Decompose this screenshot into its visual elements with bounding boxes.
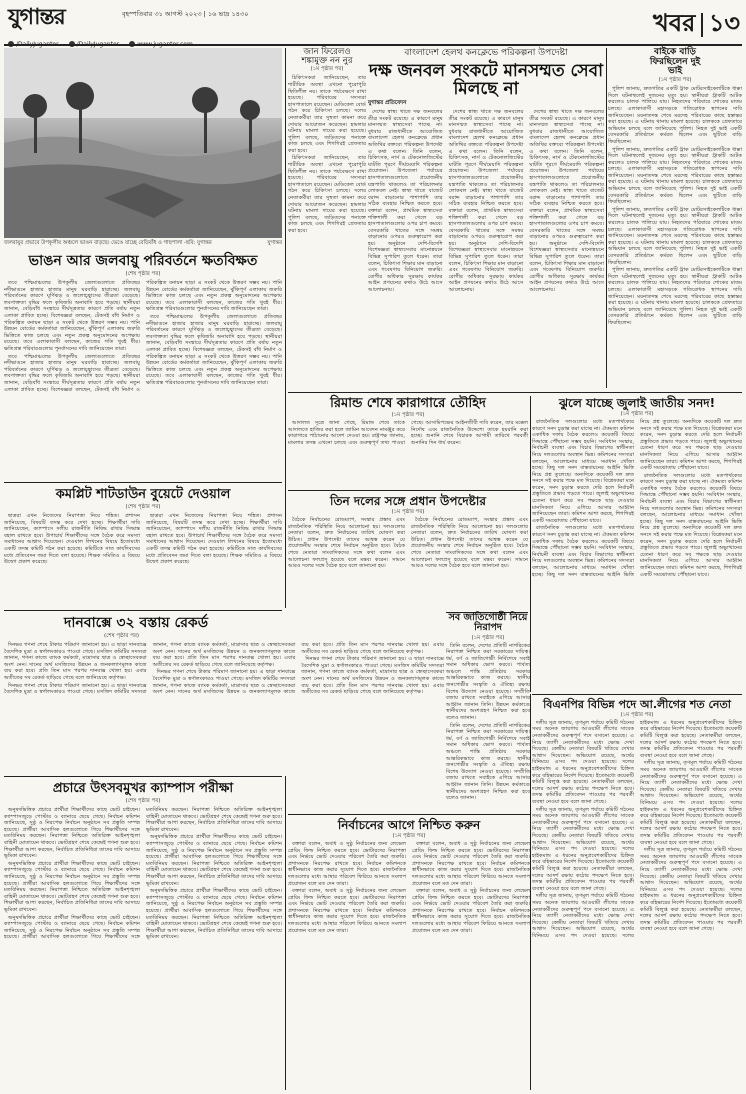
divider bbox=[532, 694, 742, 695]
body-paragraph: অনুষদভিত্তিক প্রচারে প্রার্থীরা শিক্ষার্থীদের কাছে ভোট চাইছেন। ক্যাম্পাসজুড়ে পোস্টার ও ব্যানারে ছেয়ে গেছে। নির্বাচন কমিশন জানিয়েছে, সুষ্ঠু ও নিরপেক্ষ নির্বাচন অনুষ্ঠানে সব প্রস্তুতি সম্পন্ন হয়েছে। প্রার্থীরা আবাসিক হলগুলোতে গিয়ে শিক্ষার্থীদের সঙ্গে মতবিনিময় করছেন। নিরাপত্তা নিশ্চিতে অতিরিক্ত আইনশৃঙ্খলা বাহিনী মোতায়েন থাকবে। ভোটগ্রহণ শেষে কেন্দ্রেই গণনা শুরু হবে। শিক্ষার্থীরা আশা করছেন, নির্বাচিত প্রতিনিধিরা তাদের দাবি আদায়ে ভূমিকা রাখবেন। bbox=[4, 807, 140, 860]
headline: দক্ষ জনবল সংকটে মানসম্মত সেবা মিলছে না bbox=[368, 61, 604, 100]
divider bbox=[4, 776, 282, 777]
headline: তিন দলের সঙ্গে প্রধান উপদেষ্টার bbox=[330, 494, 486, 508]
body-paragraph-3: বক্তারা বলেন, অবাধ ও সুষ্ঠু নির্বাচনের জন্য লেভেল প্লেয়িং ফিল্ড নিশ্চিত করতে হবে। ভোটারদের নিরাপত্তা এবং নির্ভয়ে ভোট দেওয়ার পরিবেশ তৈরি করা জরুরি। প্রশাসনকে নিরপেক্ষ রাখতে হবে। নির্বাচন কমিশনকে স্বাধীনভাবে কাজ করার সুযোগ দিতে হবে। রাজনৈতিক দলগুলোর মধ্যে আস্থার পরিবেশ ফিরিয়ে আনতে সংলাপ প্রয়োজন বলে মত দেন তারা। bbox=[412, 840, 530, 887]
column-rule bbox=[606, 48, 607, 388]
page-number: ১৩ bbox=[708, 9, 740, 37]
body-paragraph-2: বক্তারা বলেন, অবাধ ও সুষ্ঠু নির্বাচনের জন্য লেভেল প্লেয়িং ফিল্ড নিশ্চিত করতে হবে। ভোটারদের নিরাপত্তা এবং নির্ভয়ে ভোট দেওয়ার পরিবেশ তৈরি করা জরুরি। প্রশাসনকে নিরপেক্ষ রাখতে হবে। নির্বাচন কমিশনকে স্বাধীনভাবে কাজ করার সুযোগ দিতে হবে। রাজনৈতিক দলগুলোর মধ্যে আস্থার পরিবেশ ফিরিয়ে আনতে সংলাপ প্রয়োজন বলে মত দেন তারা। bbox=[288, 888, 406, 934]
article-bike bbox=[608, 48, 742, 388]
caption-text: জলবায়ুর প্রভাবে উপকূলীয় অঞ্চলে ভাঙন বাড়ছে। ভেঙে যাচ্ছে বেড়িবাঁধ ও গাছপালা -ছবি: যুগান্তর bbox=[4, 240, 212, 246]
body-paragraph-4: দলীয় সূত্র জানায়, তৃণমূল পর্যায়ে কমিটি গঠনের সময় অনেক জায়গায় আওয়ামী লীগের সাবেক নেতাকর্মীদের গুরুত্বপূর্ণ পদে বসানো হয়েছে। এ নিয়ে ত্যাগী নেতাকর্মীদের মধ্যে ক্ষোভ দেখা দিয়েছে। কেন্দ্রীয় নেতারা বিষয়টি খতিয়ে দেখার আশ্বাস দিয়েছেন। অভিযোগ রয়েছে, অর্থের বিনিময়ে এসব পদ দেওয়া হয়েছে। দলের হাইকমান্ড এ ধরনের অনুপ্রবেশকারীদের চিহ্নিত করে বহিষ্কারের নির্দেশ দিয়েছে। ইতোমধ্যে কয়েকটি কমিটি বিলুপ্ত করা হয়েছে। নেতাকর্মীরা বলছেন, দলের আদর্শ রক্ষায় কঠোর পদক্ষেপ নিতে হবে। তদন্ত কমিটির প্রতিবেদন পাওয়ার পর পরবর্তী ব্যবস্থা নেওয়া হবে বলে জানা গেছে। bbox=[640, 760, 742, 846]
body-paragraph-2: দিনভর গণনা শেষে টাকার পরিমাণ জানানো হয়। এ ছাড়া দানবাক্সে বৈদেশিক মুদ্রা ও স্বর্ণালংকারও পাওয়া গেছে। মসজিদ কমিটির সদস্যরা জানান, গণনা কাজে ব্যাংক কর্মকর্তা, মাদ্রাসার ছাত্র ও স্বেচ্ছাসেবকরা অংশ নেন। দানের অর্থ মসজিদের উন্নয়ন ও জনকল্যাণমূলক কাজে ব্যয় করা হবে। প্রতি তিন মাস পরপর দানবাক্স খোলা হয়। এবার অতীতের সব রেকর্ড ছাড়িয়ে গেছে বলে জানিয়েছে কর্তৃপক্ষ। bbox=[4, 642, 296, 696]
continued-label: (শেষ পৃষ্ঠার পর) bbox=[125, 798, 161, 805]
continued-label: (শেষ পৃষ্ঠার পর) bbox=[125, 271, 161, 278]
headline-line-1: জান ফিরেলও bbox=[303, 47, 351, 57]
continued-label: (১ম পৃষ্ঠার পর) bbox=[391, 508, 425, 515]
photo-caption bbox=[4, 240, 282, 248]
body-paragraph-3: তবে পশ্চিমাঞ্চলের উপকূলীয় জেলাগুলোতে প্রতিবছর নদীভাঙনে হাজার হাজার মানুষ ঘরবাড়ি হারাচ্ছে। জলবায়ু পরিবর্তনের কারণে ঘূর্ণিঝড় ও জলোচ্ছ্বাসের তীব্রতা বেড়েছে। লবণাক্ততা বৃদ্ধির ফলে কৃষিজমি অনাবাদি হয়ে পড়ছে। স্থানীয়রা জানান, বেড়িবাঁধ সংস্কারে দীর্ঘসূত্রতার কারণে প্রতি বর্ষায় নতুন এলাকা প্লাবিত হচ্ছে। বিশেষজ্ঞরা বলছেন, টেকসই বাঁধ নির্মাণ ও পরিকল্পিত বনায়ন ছাড়া এ সংকট থেকে উত্তরণ সম্ভব নয়। পানি উন্নয়ন বোর্ডের কর্মকর্তারা জানিয়েছেন, ঝুঁকিপূর্ণ এলাকায় জরুরি ভিত্তিতে কাজ চলছে এবং নতুন প্রকল্প অনুমোদনের অপেক্ষায় রয়েছে। তবে এলাকাবাসী বলছেন, কাজের গতি খুবই ধীর। ক্ষতিগ্রস্ত পরিবারগুলোর পুনর্বাসনের দাবি জানিয়েছেন তারা। bbox=[146, 314, 282, 387]
section-label bbox=[644, 10, 740, 40]
divider bbox=[288, 490, 528, 491]
headline: প্রচারে উৎসবমুখর ক্যাম্পাস পরীক্ষা bbox=[52, 781, 234, 796]
column-rule bbox=[285, 48, 286, 608]
article-body bbox=[288, 517, 528, 607]
continued-label: (১ম পৃষ্ঠার পর) bbox=[620, 410, 654, 417]
body-paragraph-5: অনুষদভিত্তিক প্রচারে প্রার্থীরা শিক্ষার্থীদের কাছে ভোট চাইছেন। ক্যাম্পাসজুড়ে পোস্টার ও ব্যানারে ছেয়ে গেছে। নির্বাচন কমিশন জানিয়েছে, সুষ্ঠু ও নিরপেক্ষ নির্বাচন অনুষ্ঠানে সব প্রস্তুতি সম্পন্ন হয়েছে। প্রার্থীরা আবাসিক হলগুলোতে গিয়ে শিক্ষার্থীদের সঙ্গে মতবিনিময় করছেন। নিরাপত্তা নিশ্চিতে অতিরিক্ত আইনশৃঙ্খলা বাহিনী মোতায়েন থাকবে। ভোটগ্রহণ শেষে কেন্দ্রেই গণনা শুরু হবে। শিক্ষার্থীরা আশা করছেন, নির্বাচিত প্রতিনিধিরা তাদের দাবি আদায়ে ভূমিকা রাখবেন। bbox=[146, 888, 282, 941]
body-paragraph: দিনভর গণনা শেষে টাকার পরিমাণ জানানো হয়। এ ছাড়া দানবাক্সে বৈদেশিক মুদ্রা ও স্বর্ণালংকারও পাওয়া গেছে। মসজিদ কমিটির সদস্যরা জানান, গণনা কাজে ব্যাংক কর্মকর্তা, মাদ্রাসার ছাত্র ও স্বেচ্ছাসেবকরা অংশ নেন। দানের অর্থ মসজিদের উন্নয়ন ও জনকল্যাণমূলক কাজে ব্যয় করা হবে। প্রতি তিন মাস পরপর দানবাক্স খোলা হয়। এবার অতীতের সব রেকর্ড ছাড়িয়ে গেছে বলে জানিয়েছে কর্তৃপক্ষ। bbox=[4, 642, 147, 682]
kicker: বাংলাদেশ হেলথ কনক্লেভে পরিকল্পনা উপদেষ্টা bbox=[404, 48, 568, 58]
article-body bbox=[532, 720, 742, 1080]
article-body bbox=[4, 513, 282, 607]
column-rule bbox=[285, 776, 286, 1090]
body-paragraph-3: দলীয় সূত্র জানায়, তৃণমূল পর্যায়ে কমিটি গঠনের সময় অনেক জায়গায় আওয়ামী লীগের সাবেক নেতাকর্মীদের গুরুত্বপূর্ণ পদে বসানো হয়েছে। এ নিয়ে ত্যাগী নেতাকর্মীদের মধ্যে ক্ষোভ দেখা দিয়েছে। কেন্দ্রীয় নেতারা বিষয়টি খতিয়ে দেখার আশ্বাস দিয়েছেন। অভিযোগ রয়েছে, অর্থের বিনিময়ে এসব পদ দেওয়া হয়েছে। দলের হাইকমান্ড এ ধরনের অনুপ্রবেশকারীদের চিহ্নিত করে বহিষ্কারের নির্দেশ দিয়েছে। ইতোমধ্যে কয়েকটি কমিটি বিলুপ্ত করা হয়েছে। নেতাকর্মীরা বলছেন, দলের আদর্শ রক্ষায় কঠোর পদক্ষেপ নিতে হবে। তদন্ত কমিটির প্রতিবেদন পাওয়ার পর পরবর্তী ব্যবস্থা নেওয়া হবে বলে জানা গেছে। bbox=[532, 719, 742, 939]
headline: কমপ্লিট শাটডাউন বুয়েটে দেওয়াল bbox=[55, 487, 231, 502]
divider bbox=[4, 610, 282, 611]
date-text: বৃহস্পতিবার ৩১ আগস্ট ২০২৩ bbox=[122, 10, 202, 18]
body-paragraph-4: দিনভর গণনা শেষে টাকার পরিমাণ জানানো হয়। এ ছাড়া দানবাক্সে বৈদেশিক মুদ্রা ও স্বর্ণালংকারও পাওয়া গেছে। মসজিদ কমিটির সদস্যরা জানান, গণনা কাজে ব্যাংক কর্মকর্তা, মাদ্রাসার ছাত্র ও স্বেচ্ছাসেবকরা অংশ নেন। দানের অর্থ মসজিদের উন্নয়ন ও জনকল্যাণমূলক কাজে ব্যয় করা হবে। প্রতি তিন মাস পরপর দানবাক্স খোলা হয়। এবার অতীতের সব রেকর্ড ছাড়িয়ে গেছে বলে জানিয়েছে কর্তৃপক্ষ। bbox=[301, 656, 444, 696]
headline-line-3: ভাই bbox=[668, 66, 682, 77]
body-paragraph-2: ছাত্ররা এখন নিজেদের নিরাপত্তা নিয়ে শঙ্কিত। প্রশাসন জানিয়েছে, বিষয়টি তদন্ত করে দেখা হচ্ছে। শিক্ষার্থীরা দাবি জানিয়েছেন, ক্যাম্পাসে দলীয় রাজনীতি নিষিদ্ধ রাখার সিদ্ধান্ত বহাল রাখতে হবে। উপাচার্য শিক্ষার্থীদের সঙ্গে বৈঠক করে সমস্যা সমাধানের আশ্বাস দিয়েছেন। দেওয়াল লিখনের বিষয়ে ইতোমধ্যে একটি তদন্ত কমিটি গঠন করা হয়েছে। কমিটিকে সাত কার্যদিবসের মধ্যে প্রতিবেদন জমা দিতে বলা হয়েছে। শিক্ষক সমিতিও এ বিষয়ে উদ্বেগ প্রকাশ করেছে। bbox=[146, 513, 282, 566]
article-body bbox=[288, 420, 528, 486]
article-remand bbox=[288, 396, 528, 488]
continued-label: (১ম পৃষ্ঠার পর) bbox=[310, 66, 344, 73]
masthead bbox=[4, 4, 742, 44]
article-health-body bbox=[288, 100, 604, 390]
continued-label: (১ম পৃষ্ঠার পর) bbox=[392, 832, 426, 839]
continued-label: (শেষ পৃষ্ঠার পর) bbox=[125, 504, 161, 511]
article-shutdown bbox=[4, 486, 282, 608]
continued-label: (১ম পৃষ্ঠার পর) bbox=[620, 711, 654, 718]
body-paragraph-3: পুলিশ জানায়, দ্রুতগতির একটি ট্রাক মোটরসাইকেলটিকে ধাক্কা দিলে ঘটনাস্থলেই দুজনের মৃত্যু হয়। স্থানীয়রা ট্রাকটি আটক করলেও চালক পালিয়ে যায়। নিহতদের পরিবারে শোকের মাতম চলছে। এলাকাবাসী মহাসড়কে গতিরোধক স্থাপনের দাবি জানিয়েছেন। ময়নাতদন্ত শেষে মরদেহ পরিবারের কাছে হস্তান্তর করা হয়েছে। এ ঘটনায় থানায় মামলা হয়েছে। চালককে গ্রেফতারে অভিযান চলছে বলে জানিয়েছে পুলিশ। নিহত দুই ভাই একটি বেসরকারি প্রতিষ্ঠানে কর্মরত ছিলেন এবং ছুটিতে বাড়ি ফিরছিলেন। bbox=[608, 206, 742, 266]
article-election bbox=[288, 818, 530, 1090]
social-links bbox=[8, 32, 308, 42]
masthead-rule bbox=[4, 44, 742, 46]
article-body bbox=[368, 109, 604, 387]
continued-label: (১ম পৃষ্ঠার পর) bbox=[391, 412, 425, 419]
article-erosion bbox=[4, 252, 282, 480]
headline: রিমান্ড শেষে কারাগারে তৌহিদ bbox=[330, 396, 486, 411]
article-body bbox=[4, 280, 282, 476]
column-rule bbox=[530, 694, 531, 1090]
body-paragraph: পুলিশ জানায়, দ্রুতগতির একটি ট্রাক মোটরসাইকেলটিকে ধাক্কা দিলে ঘটনাস্থলেই দুজনের মৃত্যু হয়। স্থানীয়রা ট্রাকটি আটক করলেও চালক পালিয়ে যায়। নিহতদের পরিবারে শোকের মাতম চলছে। এলাকাবাসী মহাসড়কে গতিরোধক স্থাপনের দাবি জানিয়েছেন। ময়নাতদন্ত শেষে মরদেহ পরিবারের কাছে হস্তান্তর করা হয়েছে। এ ঘটনায় থানায় মামলা হয়েছে। চালককে গ্রেফতারে অভিযান চলছে বলে জানিয়েছে পুলিশ। নিহত দুই ভাই একটি বেসরকারি প্রতিষ্ঠানে কর্মরত ছিলেন এবং ছুটিতে বাড়ি ফিরছিলেন। bbox=[608, 86, 742, 145]
article-july bbox=[532, 396, 742, 692]
section-title: খবর bbox=[652, 9, 696, 37]
body-paragraph-2: দলীয় সূত্র জানায়, তৃণমূল পর্যায়ে কমিটি গঠনের সময় অনেক জায়গায় আওয়ামী লীগের সাবেক নেতাকর্মীদের গুরুত্বপূর্ণ পদে বসানো হয়েছে। এ নিয়ে ত্যাগী নেতাকর্মীদের মধ্যে ক্ষোভ দেখা দিয়েছে। কেন্দ্রীয় নেতারা বিষয়টি খতিয়ে দেখার আশ্বাস দিয়েছেন। অভিযোগ রয়েছে, অর্থের বিনিময়ে এসব পদ দেওয়া হয়েছে। দলের হাইকমান্ড এ ধরনের অনুপ্রবেশকারীদের চিহ্নিত করে বহিষ্কারের নির্দেশ দিয়েছে। ইতোমধ্যে কয়েকটি কমিটি বিলুপ্ত করা হয়েছে। নেতাকর্মীরা বলছেন, দলের আদর্শ রক্ষায় কঠোর পদক্ষেপ নিতে হবে। তদন্ত কমিটির প্রতিবেদন পাওয়ার পর পরবর্তী ব্যবস্থা নেওয়া হবে বলে জানা গেছে। bbox=[532, 806, 634, 892]
body-paragraph-3: দিনভর গণনা শেষে টাকার পরিমাণ জানানো হয়। এ ছাড়া দানবাক্সে বৈদেশিক মুদ্রা ও স্বর্ণালংকারও পাওয়া গেছে। মসজিদ কমিটির সদস্যরা জানান, গণনা কাজে ব্যাংক কর্মকর্তা, মাদ্রাসার ছাত্র ও স্বেচ্ছাসেবকরা অংশ নেন। দানের অর্থ মসজিদের উন্নয়ন ও জনকল্যাণমূলক কাজে ব্যয় করা হবে। প্রতি তিন মাস পরপর দানবাক্স খোলা হয়। এবার অতীতের সব রেকর্ড ছাড়িয়ে গেছে বলে জানিয়েছে কর্তৃপক্ষ। bbox=[152, 642, 444, 696]
article-campus bbox=[4, 780, 282, 1090]
byline: যুগান্তর প্রতিবেদন bbox=[368, 100, 407, 106]
headline: নির্বাচনের আগে নিশ্চিত করুন bbox=[337, 818, 481, 832]
body-paragraph-4: বক্তারা বলেন, অবাধ ও সুষ্ঠু নির্বাচনের জন্য লেভেল প্লেয়িং ফিল্ড নিশ্চিত করতে হবে। ভোটারদের নিরাপত্তা এবং নির্ভয়ে ভোট দেওয়ার পরিবেশ তৈরি করা জরুরি। প্রশাসনকে নিরপেক্ষ রাখতে হবে। নির্বাচন কমিশনকে স্বাধীনভাবে কাজ করার সুযোগ দিতে হবে। রাজনৈতিক দলগুলোর মধ্যে আস্থার পরিবেশ ফিরিয়ে আনতে সংলাপ প্রয়োজন বলে মত দেন তারা। bbox=[412, 888, 530, 934]
body-paragraph-2: পুলিশ জানায়, দ্রুতগতির একটি ট্রাক মোটরসাইকেলটিকে ধাক্কা দিলে ঘটনাস্থলেই দুজনের মৃত্যু হয়। স্থানীয়রা ট্রাকটি আটক করলেও চালক পালিয়ে যায়। নিহতদের পরিবারে শোকের মাতম চলছে। এলাকাবাসী মহাসড়কে গতিরোধক স্থাপনের দাবি জানিয়েছেন। ময়নাতদন্ত শেষে মরদেহ পরিবারের কাছে হস্তান্তর করা হয়েছে। এ ঘটনায় থানায় মামলা হয়েছে। চালককে গ্রেফতারে অভিযান চলছে বলে জানিয়েছে পুলিশ। নিহত দুই ভাই একটি বেসরকারি প্রতিষ্ঠানে কর্মরত ছিলেন এবং ছুটিতে বাড়ি ফিরছিলেন। bbox=[608, 146, 742, 206]
body-paragraph: চিকিৎসকরা জানিয়েছেন, তার শারীরিক অবস্থা এখনো পুরোপুরি স্থিতিশীল নয়। তাকে পর্যবেক্ষণে রাখা হয়েছে। পরিবারের সদস্যরা হাসপাতালে রয়েছেন। মেডিকেল বোর্ড গঠন করে চিকিৎসা চলছে। দলের নেতাকর্মীরা তার সুস্থতা কামনা করে দোয়ার আয়োজন করেছেন। হামলার ঘটনায় মামলা দায়ের করা হয়েছে। পুলিশ বলছে, জড়িতদের শনাক্তে কাজ চলছে এবং শিগগিরই গ্রেফতার করা হবে। bbox=[288, 75, 366, 154]
continued-label: (১ম পৃষ্ঠার পর) bbox=[658, 77, 692, 84]
divider bbox=[288, 392, 742, 393]
headline-line-1: বাইকে বাড়ি bbox=[654, 47, 696, 57]
body-paragraph: ছাত্ররা এখন নিজেদের নিরাপত্তা নিয়ে শঙ্কিত। প্রশাসন জানিয়েছে, বিষয়টি তদন্ত করে দেখা হচ্ছে। শিক্ষার্থীরা দাবি জানিয়েছেন, ক্যাম্পাসে দলীয় রাজনীতি নিষিদ্ধ রাখার সিদ্ধান্ত বহাল রাখতে হবে। উপাচার্য শিক্ষার্থীদের সঙ্গে বৈঠক করে সমস্যা সমাধানের আশ্বাস দিয়েছেন। দেওয়াল লিখনের বিষয়ে ইতোমধ্যে একটি তদন্ত কমিটি গঠন করা হয়েছে। কমিটিকে সাত কার্যদিবসের মধ্যে প্রতিবেদন জমা দিতে বলা হয়েছে। শিক্ষক সমিতিও এ বিষয়ে উদ্বেগ প্রকাশ করেছে। bbox=[4, 513, 140, 566]
erosion-photo bbox=[4, 48, 282, 238]
headline: দানবাক্সে ৩২ বস্তায় রেকর্ড bbox=[64, 615, 209, 631]
body-paragraph-2: অনুষদভিত্তিক প্রচারে প্রার্থীরা শিক্ষার্থীদের কাছে ভোট চাইছেন। ক্যাম্পাসজুড়ে পোস্টার ও ব্যানারে ছেয়ে গেছে। নির্বাচন কমিশন জানিয়েছে, সুষ্ঠু ও নিরপেক্ষ নির্বাচন অনুষ্ঠানে সব প্রস্তুতি সম্পন্ন হয়েছে। প্রার্থীরা আবাসিক হলগুলোতে গিয়ে শিক্ষার্থীদের সঙ্গে মতবিনিময় করছেন। নিরাপত্তা নিশ্চিতে অতিরিক্ত আইনশৃঙ্খলা বাহিনী মোতায়েন থাকবে। ভোটগ্রহণ শেষে কেন্দ্রেই গণনা শুরু হবে। শিক্ষার্থীরা আশা করছেন, নির্বাচিত প্রতিনিধিরা তাদের দাবি আদায়ে ভূমিকা রাখবেন। bbox=[4, 860, 140, 913]
date-line: বৃহস্পতিবার ৩১ আগস্ট ২০২৩ | ১৬ ভাদ্র ১৪৩০ bbox=[122, 10, 249, 18]
divider bbox=[288, 814, 530, 815]
body-paragraph-2: তিনি বলেন, দেশের প্রতিটি নাগরিকের নিরাপত্তা নিশ্চিত করা সরকারের দায়িত্ব। ধর্ম, বর্ণ ও জাতিগোষ্ঠী নির্বিশেষে সবাই সমান অধিকার ভোগ করবে। পার্বত্য অঞ্চলে শান্তি প্রতিষ্ঠায় সরকার আন্তরিকভাবে কাজ করছে। স্থানীয় জনগোষ্ঠীর সংস্কৃতি ও ঐতিহ্য রক্ষায় বিশেষ উদ্যোগ নেওয়া হয়েছে। সম্প্রীতি বজায় রাখতে সবাইকে এগিয়ে আসার আহ্বান জানান তিনি। উন্নয়ন কর্মকাণ্ডে স্থানীয়দের অংশগ্রহণ নিশ্চিত করা হবে বলেও জানান। bbox=[446, 722, 530, 802]
article-body bbox=[4, 807, 282, 1089]
body-paragraph: তিনি বলেন, দেশের প্রতিটি নাগরিকের নিরাপত্তা নিশ্চিত করা সরকারের দায়িত্ব। ধর্ম, বর্ণ ও জাতিগোষ্ঠী নির্বিশেষে সবাই সমান অধিকার ভোগ করবে। পার্বত্য অঞ্চলে শান্তি প্রতিষ্ঠায় সরকার আন্তরিকভাবে কাজ করছে। স্থানীয় জনগোষ্ঠীর সংস্কৃতি ও ঐতিহ্য রক্ষায় বিশেষ উদ্যোগ নেওয়া হয়েছে। সম্প্রীতি বজায় রাখতে সবাইকে এগিয়ে আসার আহ্বান জানান তিনি। উন্নয়ন কর্মকাণ্ডে স্থানীয়দের অংশগ্রহণ নিশ্চিত করা হবে বলেও জানান। bbox=[446, 642, 530, 722]
article-three-days bbox=[288, 494, 528, 610]
body-paragraph: আদালত সূত্রে জানা গেছে, রিমান্ড শেষে তাকে আদালতে হাজির করা হলে জামিন আবেদন নামঞ্জুর করে কারাগারে পাঠানোর আদেশ দেওয়া হয়। রাষ্ট্রপক্ষ জানায়, মামলার তদন্ত এখনো চলছে এবং গুরুত্বপূর্ণ তথ্য পাওয়া গেছে। আসামিপক্ষের আইনজীবী দাবি করেন, তার মক্কেল নির্দোষ এবং রাজনৈতিক উদ্দেশ্যে তাকে হয়রানি করা হচ্ছে। শুনানি শেষে বিচারক আগামী তারিখে পরবর্তী শুনানির দিন ধার্য করেন। bbox=[288, 420, 528, 446]
photo-illustration bbox=[4, 48, 282, 238]
section-divider bbox=[701, 13, 703, 37]
headline: বিএনপির বিভিন্ন পদে আ.লীগের শত নেতা bbox=[543, 698, 731, 711]
article-body bbox=[288, 841, 530, 1085]
body-paragraph-3: দেশের স্বাস্থ্য খাতে দক্ষ জনবলের তীব্র সংকট রয়েছে। এ কারণে মানুষ মানসম্মত স্বাস্থ্যসেবা পাচ্ছে না। বুধবার রাজধানীতে আয়োজিত বাংলাদেশ হেলথ কনক্লেভে প্রধান অতিথির বক্তব্যে পরিকল্পনা উপদেষ্টা এ কথা বলেন। তিনি বলেন, চিকিৎসক, নার্স ও টেকনোলজিস্টের ঘাটতি পূরণে দীর্ঘমেয়াদি পরিকল্পনা প্রয়োজন। উপজেলা পর্যায়ের হাসপাতালগুলোতে প্রয়োজনীয় যন্ত্রপাতি থাকলেও তা পরিচালনার লোকবল নেই। স্বাস্থ্য খাতে বাজেট বরাদ্দ বাড়ানোর পাশাপাশি তার সঠিক ব্যবহার নিশ্চিত করতে হবে। বক্তারা বলেন, প্রাথমিক স্বাস্থ্যসেবা শক্তিশালী করা গেলে বড় হাসপাতালগুলোর ওপর চাপ কমবে। বেসরকারি খাতের সঙ্গে সমন্বয় বাড়ানোর ওপরও গুরুত্বারোপ করা হয়। অনুষ্ঠানে দেশি-বিদেশি বিশেষজ্ঞরা স্বাস্থ্যসেবার মানোন্নয়নে বিভিন্ন সুপারিশ তুলে ধরেন। তারা বলেন, চিকিৎসা শিক্ষার মান বাড়ানো এবং গবেষণায় বিনিয়োগ জরুরি। রোগীর অধিকার সুরক্ষায় কার্যকর আইন প্রণয়নের কথাও উঠে আসে আলোচনায়। bbox=[529, 109, 604, 294]
body-paragraph: বৈঠকে নির্বাচনের রোডম্যাপ, সংস্কার প্রস্তাব এবং রাজনৈতিক পরিস্থিতি নিয়ে আলোচনা হয়। দলগুলোর নেতারা বলেন, দ্রুত নির্বাচনের তারিখ ঘোষণা করা উচিত। প্রধান উপদেষ্টা তাদের আশ্বস্ত করেন যে প্রয়োজনীয় সংস্কার শেষে নির্বাচন অনুষ্ঠিত হবে। বৈঠক শেষে নেতারা সাংবাদিকদের সঙ্গে কথা বলেন এবং আলোচনা ফলপ্রসূ হয়েছে বলে মন্তব্য করেন। সামনে আরও দলের সঙ্গে বৈঠক হবে বলে জানানো হয়। bbox=[288, 516, 405, 570]
headline-line-2: শঙ্কামুক্ত নন নুর bbox=[301, 56, 353, 67]
body-paragraph-2: চিকিৎসকরা জানিয়েছেন, তার শারীরিক অবস্থা এখনো পুরোপুরি স্থিতিশীল নয়। তাকে পর্যবেক্ষণে রাখা হয়েছে। পরিবারের সদস্যরা হাসপাতালে রয়েছেন। মেডিকেল বোর্ড গঠন করে চিকিৎসা চলছে। দলের নেতাকর্মীরা তার সুস্থতা কামনা করে দোয়ার আয়োজন করেছেন। হামলার ঘটনায় মামলা দায়ের করা হয়েছে। পুলিশ বলছে, জড়িতদের শনাক্তে কাজ চলছে এবং শিগগিরই গ্রেফতার করা হবে। bbox=[288, 155, 366, 234]
article-safe-true bbox=[446, 612, 530, 812]
body-paragraph-2: রাজনৈতিক দলগুলোর মধ্যে মতপার্থক্যের কারণে সনদ চূড়ান্ত করা যাচ্ছে না। ঐকমত্য কমিশন একাধিক দফায় বৈঠক করলেও কয়েকটি বিষয়ে সিদ্ধান্তে পৌঁছানো সম্ভব হয়নি। সংবিধান সংস্কার, নির্বাচনী ব্যবস্থা এবং বিচার বিভাগের স্বাধীনতা নিয়ে দলগুলোর অবস্থান ভিন্ন। কমিশনের সদস্যরা বলছেন, আলোচনার মাধ্যমে সমাধান খোঁজা হচ্ছে। কিছু দল সনদ বাস্তবায়নের আইনি ভিত্তি নিয়ে প্রশ্ন তুলেছে। অন্যদিকে কয়েকটি দল দ্রুত সনদে সই করার পক্ষে মত দিয়েছে। বিশ্লেষকরা মনে করেন, সনদ চূড়ান্ত করতে দেরি হলে নির্বাচনী প্রস্তুতিতে প্রভাব পড়তে পারে। জুলাই অভ্যুত্থানের চেতনা ধারণ করে সব পক্ষকে ছাড় দেওয়ার মানসিকতা নিয়ে এগিয়ে আসার আহ্বান জানিয়েছেন তারা। কমিশন আশা করছে, শিগগিরই একটি সমঝোতায় পৌঁছানো যাবে। bbox=[532, 418, 742, 578]
article-body bbox=[608, 86, 742, 378]
article-body bbox=[532, 419, 742, 685]
body-paragraph-3: অনুষদভিত্তিক প্রচারে প্রার্থীরা শিক্ষার্থীদের কাছে ভোট চাইছেন। ক্যাম্পাসজুড়ে পোস্টার ও ব্যানারে ছেয়ে গেছে। নির্বাচন কমিশন জানিয়েছে, সুষ্ঠু ও নিরপেক্ষ নির্বাচন অনুষ্ঠানে সব প্রস্তুতি সম্পন্ন হয়েছে। প্রার্থীরা আবাসিক হলগুলোতে গিয়ে শিক্ষার্থীদের সঙ্গে মতবিনিময় করছেন। নিরাপত্তা নিশ্চিতে অতিরিক্ত আইনশৃঙ্খলা বাহিনী মোতায়েন থাকবে। ভোটগ্রহণ শেষে কেন্দ্রেই গণনা শুরু হবে। শিক্ষার্থীরা আশা করছেন, নির্বাচিত প্রতিনিধিরা তাদের দাবি আদায়ে ভূমিকা রাখবেন। bbox=[4, 807, 282, 941]
body-paragraph: দেশের স্বাস্থ্য খাতে দক্ষ জনবলের তীব্র সংকট রয়েছে। এ কারণে মানুষ মানসম্মত স্বাস্থ্যসেবা পাচ্ছে না। বুধবার রাজধানীতে আয়োজিত বাংলাদেশ হেলথ কনক্লেভে প্রধান অতিথির বক্তব্যে পরিকল্পনা উপদেষ্টা এ কথা বলেন। তিনি বলেন, চিকিৎসক, নার্স ও টেকনোলজিস্টের ঘাটতি পূরণে দীর্ঘমেয়াদি পরিকল্পনা প্রয়োজন। উপজেলা পর্যায়ের হাসপাতালগুলোতে প্রয়োজনীয় যন্ত্রপাতি থাকলেও তা পরিচালনার লোকবল নেই। স্বাস্থ্য খাতে বাজেট বরাদ্দ বাড়ানোর পাশাপাশি তার সঠিক ব্যবহার নিশ্চিত করতে হবে। বক্তারা বলেন, প্রাথমিক স্বাস্থ্যসেবা শক্তিশালী করা গেলে বড় হাসপাতালগুলোর ওপর চাপ কমবে। বেসরকারি খাতের সঙ্গে সমন্বয় বাড়ানোর ওপরও গুরুত্বারোপ করা হয়। অনুষ্ঠানে দেশি-বিদেশি বিশেষজ্ঞরা স্বাস্থ্যসেবার মানোন্নয়নে বিভিন্ন সুপারিশ তুলে ধরেন। তারা বলেন, চিকিৎসা শিক্ষার মান বাড়ানো এবং গবেষণায় বিনিয়োগ জরুরি। রোগীর অধিকার সুরক্ষায় কার্যকর আইন প্রণয়নের কথাও উঠে আসে আলোচনায়। bbox=[368, 109, 443, 294]
body-paragraph-2: দেশের স্বাস্থ্য খাতে দক্ষ জনবলের তীব্র সংকট রয়েছে। এ কারণে মানুষ মানসম্মত স্বাস্থ্যসেবা পাচ্ছে না। বুধবার রাজধানীতে আয়োজিত বাংলাদেশ হেলথ কনক্লেভে প্রধান অতিথির বক্তব্যে পরিকল্পনা উপদেষ্টা এ কথা বলেন। তিনি বলেন, চিকিৎসক, নার্স ও টেকনোলজিস্টের ঘাটতি পূরণে দীর্ঘমেয়াদি পরিকল্পনা প্রয়োজন। উপজেলা পর্যায়ের হাসপাতালগুলোতে প্রয়োজনীয় যন্ত্রপাতি থাকলেও তা পরিচালনার লোকবল নেই। স্বাস্থ্য খাতে বাজেট বরাদ্দ বাড়ানোর পাশাপাশি তার সঠিক ব্যবহার নিশ্চিত করতে হবে। বক্তারা বলেন, প্রাথমিক স্বাস্থ্যসেবা শক্তিশালী করা গেলে বড় হাসপাতালগুলোর ওপর চাপ কমবে। বেসরকারি খাতের সঙ্গে সমন্বয় বাড়ানোর ওপরও গুরুত্বারোপ করা হয়। অনুষ্ঠানে দেশি-বিদেশি বিশেষজ্ঞরা স্বাস্থ্যসেবার মানোন্নয়নে বিভিন্ন সুপারিশ তুলে ধরেন। তারা বলেন, চিকিৎসা শিক্ষার মান বাড়ানো এবং গবেষণায় বিনিয়োগ জরুরি। রোগীর অধিকার সুরক্ষায় কার্যকর আইন প্রণয়নের কথাও উঠে আসে আলোচনায়। bbox=[448, 109, 524, 294]
body-paragraph-3: রাজনৈতিক দলগুলোর মধ্যে মতপার্থক্যের কারণে সনদ চূড়ান্ত করা যাচ্ছে না। ঐকমত্য কমিশন একাধিক দফায় বৈঠক করলেও কয়েকটি বিষয়ে সিদ্ধান্তে পৌঁছানো সম্ভব হয়নি। সংবিধান সংস্কার, নির্বাচনী ব্যবস্থা এবং বিচার বিভাগের স্বাধীনতা নিয়ে দলগুলোর অবস্থান ভিন্ন। কমিশনের সদস্যরা বলছেন, আলোচনার মাধ্যমে সমাধান খোঁজা হচ্ছে। কিছু দল সনদ বাস্তবায়নের আইনি ভিত্তি নিয়ে প্রশ্ন তুলেছে। অন্যদিকে কয়েকটি দল দ্রুত সনদে সই করার পক্ষে মত দিয়েছে। বিশ্লেষকরা মনে করেন, সনদ চূড়ান্ত করতে দেরি হলে নির্বাচনী প্রস্তুতিতে প্রভাব পড়তে পারে। জুলাই অভ্যুত্থানের চেতনা ধারণ করে সব পক্ষকে ছাড় দেওয়ার মানসিকতা নিয়ে এগিয়ে আসার আহ্বান জানিয়েছেন তারা। কমিশন আশা করছে, শিগগিরই একটি সমঝোতায় পৌঁছানো যাবে। bbox=[640, 472, 742, 578]
divider bbox=[4, 482, 282, 483]
photo-credit: যুগান্তর bbox=[267, 240, 282, 246]
body-paragraph-4: অনুষদভিত্তিক প্রচারে প্রার্থীরা শিক্ষার্থীদের কাছে ভোট চাইছেন। ক্যাম্পাসজুড়ে পোস্টার ও ব্যানারে ছেয়ে গেছে। নির্বাচন কমিশন জানিয়েছে, সুষ্ঠু ও নিরপেক্ষ নির্বাচন অনুষ্ঠানে সব প্রস্তুতি সম্পন্ন হয়েছে। প্রার্থীরা আবাসিক হলগুলোতে গিয়ে শিক্ষার্থীদের সঙ্গে মতবিনিময় করছেন। নিরাপত্তা নিশ্চিতে অতিরিক্ত আইনশৃঙ্খলা বাহিনী মোতায়েন থাকবে। ভোটগ্রহণ শেষে কেন্দ্রেই গণনা শুরু হবে। শিক্ষার্থীরা আশা করছেন, নির্বাচিত প্রতিনিধিরা তাদের দাবি আদায়ে ভূমিকা রাখবেন। bbox=[146, 834, 282, 887]
body-paragraph: রাজনৈতিক দলগুলোর মধ্যে মতপার্থক্যের কারণে সনদ চূড়ান্ত করা যাচ্ছে না। ঐকমত্য কমিশন একাধিক দফায় বৈঠক করলেও কয়েকটি বিষয়ে সিদ্ধান্তে পৌঁছানো সম্ভব হয়নি। সংবিধান সংস্কার, নির্বাচনী ব্যবস্থা এবং বিচার বিভাগের স্বাধীনতা নিয়ে দলগুলোর অবস্থান ভিন্ন। কমিশনের সদস্যরা বলছেন, আলোচনার মাধ্যমে সমাধান খোঁজা হচ্ছে। কিছু দল সনদ বাস্তবায়নের আইনি ভিত্তি নিয়ে প্রশ্ন তুলেছে। অন্যদিকে কয়েকটি দল দ্রুত সনদে সই করার পক্ষে মত দিয়েছে। বিশ্লেষকরা মনে করেন, সনদ চূড়ান্ত করতে দেরি হলে নির্বাচনী প্রস্তুতিতে প্রভাব পড়তে পারে। জুলাই অভ্যুত্থানের চেতনা ধারণ করে সব পক্ষকে ছাড় দেওয়ার মানসিকতা নিয়ে এগিয়ে আসার আহ্বান জানিয়েছেন তারা। কমিশন আশা করছে, শিগগিরই একটি সমঝোতায় পৌঁছানো যাবে। bbox=[532, 418, 634, 524]
body-paragraph: তবে পশ্চিমাঞ্চলের উপকূলীয় জেলাগুলোতে প্রতিবছর নদীভাঙনে হাজার হাজার মানুষ ঘরবাড়ি হারাচ্ছে। জলবায়ু পরিবর্তনের কারণে ঘূর্ণিঝড় ও জলোচ্ছ্বাসের তীব্রতা বেড়েছে। লবণাক্ততা বৃদ্ধির ফলে কৃষিজমি অনাবাদি হয়ে পড়ছে। স্থানীয়রা জানান, বেড়িবাঁধ সংস্কারে দীর্ঘসূত্রতার কারণে প্রতি বর্ষায় নতুন এলাকা প্লাবিত হচ্ছে। বিশেষজ্ঞরা বলছেন, টেকসই বাঁধ নির্মাণ ও পরিকল্পিত বনায়ন ছাড়া এ সংকট থেকে উত্তরণ সম্ভব নয়। পানি উন্নয়ন বোর্ডের কর্মকর্তারা জানিয়েছেন, ঝুঁকিপূর্ণ এলাকায় জরুরি ভিত্তিতে কাজ চলছে এবং নতুন প্রকল্প অনুমোদনের অপেক্ষায় রয়েছে। তবে এলাকাবাসী বলছেন, কাজের গতি খুবই ধীর। ক্ষতিগ্রস্ত পরিবারগুলোর পুনর্বাসনের দাবি জানিয়েছেন তারা। bbox=[4, 280, 140, 353]
body-paragraph-2: তবে পশ্চিমাঞ্চলের উপকূলীয় জেলাগুলোতে প্রতিবছর নদীভাঙনে হাজার হাজার মানুষ ঘরবাড়ি হারাচ্ছে। জলবায়ু পরিবর্তনের কারণে ঘূর্ণিঝড় ও জলোচ্ছ্বাসের তীব্রতা বেড়েছে। লবণাক্ততা বৃদ্ধির ফলে কৃষিজমি অনাবাদি হয়ে পড়ছে। স্থানীয়রা জানান, বেড়িবাঁধ সংস্কারে দীর্ঘসূত্রতার কারণে প্রতি বর্ষায় নতুন এলাকা প্লাবিত হচ্ছে। বিশেষজ্ঞরা বলছেন, টেকসই বাঁধ নির্মাণ ও পরিকল্পিত বনায়ন ছাড়া এ সংকট থেকে উত্তরণ সম্ভব নয়। পানি উন্নয়ন বোর্ডের কর্মকর্তারা জানিয়েছেন, ঝুঁকিপূর্ণ এলাকায় জরুরি ভিত্তিতে কাজ চলছে এবং নতুন প্রকল্প অনুমোদনের অপেক্ষায় রয়েছে। তবে এলাকাবাসী বলছেন, কাজের গতি খুবই ধীর। ক্ষতিগ্রস্ত পরিবারগুলোর পুনর্বাসনের দাবি জানিয়েছেন তারা। bbox=[4, 280, 282, 393]
newspaper-logo: যুগান্তর bbox=[8, 5, 65, 30]
headline: সব জাতিগোষ্ঠী নিয়ে নিরাপদ bbox=[448, 612, 528, 634]
headline: ভাঙন আর জলবায়ু পরিবর্তনে ক্ষতবিক্ষত bbox=[28, 253, 258, 269]
bengali-date-text: ১৬ ভাদ্র ১৪৩০ bbox=[207, 10, 249, 18]
headline: ঝুলে যাচ্ছে জুলাই জাতীয় সনদ! bbox=[558, 396, 716, 410]
body-paragraph: বক্তারা বলেন, অবাধ ও সুষ্ঠু নির্বাচনের জন্য লেভেল প্লেয়িং ফিল্ড নিশ্চিত করতে হবে। ভোটারদের নিরাপত্তা এবং নির্ভয়ে ভোট দেওয়ার পরিবেশ তৈরি করা জরুরি। প্রশাসনকে নিরপেক্ষ রাখতে হবে। নির্বাচন কমিশনকে স্বাধীনভাবে কাজ করার সুযোগ দিতে হবে। রাজনৈতিক দলগুলোর মধ্যে আস্থার পরিবেশ ফিরিয়ে আনতে সংলাপ প্রয়োজন বলে মত দেন তারা। bbox=[288, 840, 406, 887]
article-bnp bbox=[532, 698, 742, 1090]
body-paragraph-2: বৈঠকে নির্বাচনের রোডম্যাপ, সংস্কার প্রস্তাব এবং রাজনৈতিক পরিস্থিতি নিয়ে আলোচনা হয়। দলগুলোর নেতারা বলেন, দ্রুত নির্বাচনের তারিখ ঘোষণা করা উচিত। প্রধান উপদেষ্টা তাদের আশ্বস্ত করেন যে প্রয়োজনীয় সংস্কার শেষে নির্বাচন অনুষ্ঠিত হবে। বৈঠক শেষে নেতারা সাংবাদিকদের সঙ্গে কথা বলেন এবং আলোচনা ফলপ্রসূ হয়েছে বলে মন্তব্য করেন। সামনে আরও দলের সঙ্গে বৈঠক হবে বলে জানানো হয়। bbox=[411, 516, 528, 570]
body-paragraph-5: দলীয় সূত্র জানায়, তৃণমূল পর্যায়ে কমিটি গঠনের সময় অনেক জায়গায় আওয়ামী লীগের সাবেক নেতাকর্মীদের গুরুত্বপূর্ণ পদে বসানো হয়েছে। এ নিয়ে ত্যাগী নেতাকর্মীদের মধ্যে ক্ষোভ দেখা দিয়েছে। কেন্দ্রীয় নেতারা বিষয়টি খতিয়ে দেখার আশ্বাস দিয়েছেন। অভিযোগ রয়েছে, অর্থের বিনিময়ে এসব পদ দেওয়া হয়েছে। দলের হাইকমান্ড এ ধরনের অনুপ্রবেশকারীদের চিহ্নিত করে বহিষ্কারের নির্দেশ দিয়েছে। ইতোমধ্যে কয়েকটি কমিটি বিলুপ্ত করা হয়েছে। নেতাকর্মীরা বলছেন, দলের আদর্শ রক্ষায় কঠোর পদক্ষেপ নিতে হবে। তদন্ত কমিটির প্রতিবেদন পাওয়ার পর পরবর্তী ব্যবস্থা নেওয়া হবে বলে জানা গেছে। bbox=[640, 847, 742, 933]
continued-label: (শেষ পৃষ্ঠার পর) bbox=[104, 633, 140, 640]
article-body bbox=[446, 643, 530, 813]
body-paragraph-4: পুলিশ জানায়, দ্রুতগতির একটি ট্রাক মোটরসাইকেলটিকে ধাক্কা দিলে ঘটনাস্থলেই দুজনের মৃত্যু হয়। স্থানীয়রা ট্রাকটি আটক করলেও চালক পালিয়ে যায়। নিহতদের পরিবারে শোকের মাতম চলছে। এলাকাবাসী মহাসড়কে গতিরোধক স্থাপনের দাবি জানিয়েছেন। ময়নাতদন্ত শেষে মরদেহ পরিবারের কাছে হস্তান্তর করা হয়েছে। এ ঘটনায় থানায় মামলা হয়েছে। চালককে গ্রেফতারে অভিযান চলছে বলে জানিয়েছে পুলিশ। নিহত দুই ভাই একটি বেসরকারি প্রতিষ্ঠানে কর্মরত ছিলেন এবং ছুটিতে বাড়ি ফিরছিলেন। bbox=[608, 267, 742, 326]
body-paragraph: দলীয় সূত্র জানায়, তৃণমূল পর্যায়ে কমিটি গঠনের সময় অনেক জায়গায় আওয়ামী লীগের সাবেক নেতাকর্মীদের গুরুত্বপূর্ণ পদে বসানো হয়েছে। এ নিয়ে ত্যাগী নেতাকর্মীদের মধ্যে ক্ষোভ দেখা দিয়েছে। কেন্দ্রীয় নেতারা বিষয়টি খতিয়ে দেখার আশ্বাস দিয়েছেন। অভিযোগ রয়েছে, অর্থের বিনিময়ে এসব পদ দেওয়া হয়েছে। দলের হাইকমান্ড এ ধরনের অনুপ্রবেশকারীদের চিহ্নিত করে বহিষ্কারের নির্দেশ দিয়েছে। ইতোমধ্যে কয়েকটি কমিটি বিলুপ্ত করা হয়েছে। নেতাকর্মীরা বলছেন, দলের আদর্শ রক্ষায় কঠোর পদক্ষেপ নিতে হবে। তদন্ত কমিটির প্রতিবেদন পাওয়ার পর পরবর্তী ব্যবস্থা নেওয়া হবে বলে জানা গেছে। bbox=[532, 719, 634, 805]
continued-label: (১ম পৃষ্ঠার পর) bbox=[471, 634, 505, 641]
headline-line-2: ফিরছিলেন দুই bbox=[649, 56, 701, 67]
